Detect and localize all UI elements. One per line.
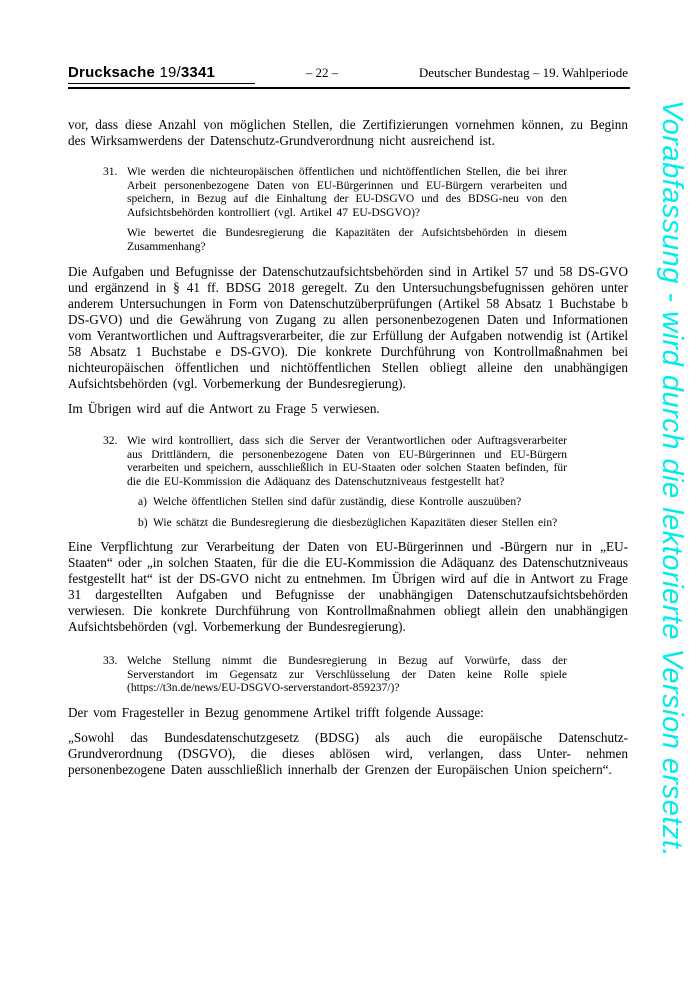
question-32 [103,435,628,489]
prepublication-watermark-text: Vorabfassung - wird durch die lektorierte Version ersetzt. [656,100,688,858]
question-31-text: Wie werden die nichteuropäischen öffentlichen und nichtöffentlichen Stellen, die bei ihrer Arbeit personenbezogene Daten von EU-Bürgerinnen und EU-Bürgern verarbeiten und speichern, in Bezug auf die Einhaltung der EU-DSGVO und des BDSG-neu von den Aufsichtsbehörden kontrolliert (vgl. Artikel 47 EU-DSGVO)? [127,166,567,219]
answer-31-paragraph-1: Die Aufgaben und Befugnisse der Datenschutzaufsichtsbehörden sind in Artikel 57 und 58 DS-GVO und ergänzend in § 41 ff. BDSG 2018 geregelt. Zu den Untersuchungsbefugnissen gehören unter anderem Untersuchungen in Form von Datenschutzüberprüfungen (Artikel 58 Absatz 1 Buchstabe b DS-GVO) und die Gewährung von Zugang zu allen personenbezogenen Daten und Informationen vom Verantwortlichen und Auftragsverarbeiter, die zur Erfüllung der Aufgaben notwendig ist (Artikel 58 Absatz 1 Buchstabe e DS-GVO). Die konkrete Durchführung von Kontrollmaßnahmen bei nichteuropäischen öffentlichen und nichtöffentlichen Stellen obliegt alleine den unabhängigen Aufsichtsbehörden (vgl. Vorbemerkung der Bundesregierung). [68,264,628,391]
question-32-item-a [138,496,628,510]
item-b-label: b) [138,516,148,529]
doc-number-prefix: 19/ [159,64,181,81]
question-32-text: Wie wird kontrolliert, dass sich die Server der Verantwortlichen oder Auftragsverarbeiter aus Drittländern, die personenbezogene Daten von EU-Bürgerinnen und EU-Bürgern verarbeiten und speichern, ausschließlich in EU-Staaten oder solchen Staaten befinden, für die die EU-Kommission die Adäquanz des Datenschutzniveaus festgestellt hat? [127,435,567,488]
question-31-text-2: Wie bewertet die Bundesregierung die Kapazitäten der Aufsichtsbehörden in diesem Zusammenhang? [127,227,567,253]
document-number [68,64,255,84]
header-rule [68,87,630,89]
answer-31-paragraph-2: Im Übrigen wird auf die Antwort zu Frage 5 verwiesen. [68,401,380,416]
item-a-label: a) [138,496,147,508]
question-32-number: 32. [103,435,118,447]
question-33-number: 33. [103,655,118,667]
question-33 [103,655,628,696]
question-33-text: Welche Stellung nimmt die Bundesregierung in Bezug auf Vorwürfe, dass der Serverstandort im Gegensatz zur Verschlüsselung der Daten keine Rolle spiele (https://t3n.de/news/EU-DSGVO-serverstandort-859237/)? [127,655,567,694]
item-b-text: Wie schätzt die Bundesregierung die diesbezüglichen Kapazitäten dieser Stellen ein? [153,516,558,529]
question-32-item-b [138,517,628,531]
answer-33-quote: „Sowohl das Bundesdatenschutzgesetz (BDSG) als auch die europäische Datenschutz-Grundverordnung (DSGVO), die dieses ablösen wird, verlangen, dass Unter- nehmen personenbezogene Daten ausschließlich innerhalb der Grenzen der Europäischen Union speichern“. [68,729,628,777]
question-31-number: 31. [103,166,118,178]
page-number: – 22 – [305,65,339,80]
answer-33-intro: Der vom Fragesteller in Bezug genommene Artikel trifft folgende Aussage: [68,704,484,720]
drucksache-label: Drucksache [68,64,156,81]
answer-32-paragraph: Eine Verpflichtung zur Verarbeitung der Daten von EU-Bürgerinnen und -Bürgern nur in „EU-Staaten“ oder „in solchen Staaten, für die die EU-Kommission die Adäquanz des Datenschutzniveaus festgestellt hat“ ist der DS-GVO nicht zu entnehmen. Im Übrigen wird auf die in Antwort zu Frage 31 dargestellten Aufgaben und Befugnisse der unabhängigen Datenschutzaufsichtsbehörden verwiesen. Die konkrete Durchführung von Kontrollmaßnahmen obliegt allein den unabhängigen Aufsichtsbehörden (vgl. Vorbemerkung der Bundesregierung). [68,539,628,634]
page-header [68,64,628,84]
header-right-label: Deutscher Bundestag – 19. Wahlperiode [418,65,628,80]
page-content [68,64,628,778]
item-a-text: Welche öffentlichen Stellen sind dafür zuständig, diese Kontrolle auszuüben? [153,496,522,508]
question-31 [103,166,628,220]
intro-paragraph: vor, dass diese Anzahl von möglichen Stellen, die Zertifizierungen vornehmen können, zu Beginn des Wirksamwerdens der Datenschutz-Grundverordnung nicht ausreichend ist. [68,117,628,148]
doc-number-bold: 3341 [180,64,216,81]
